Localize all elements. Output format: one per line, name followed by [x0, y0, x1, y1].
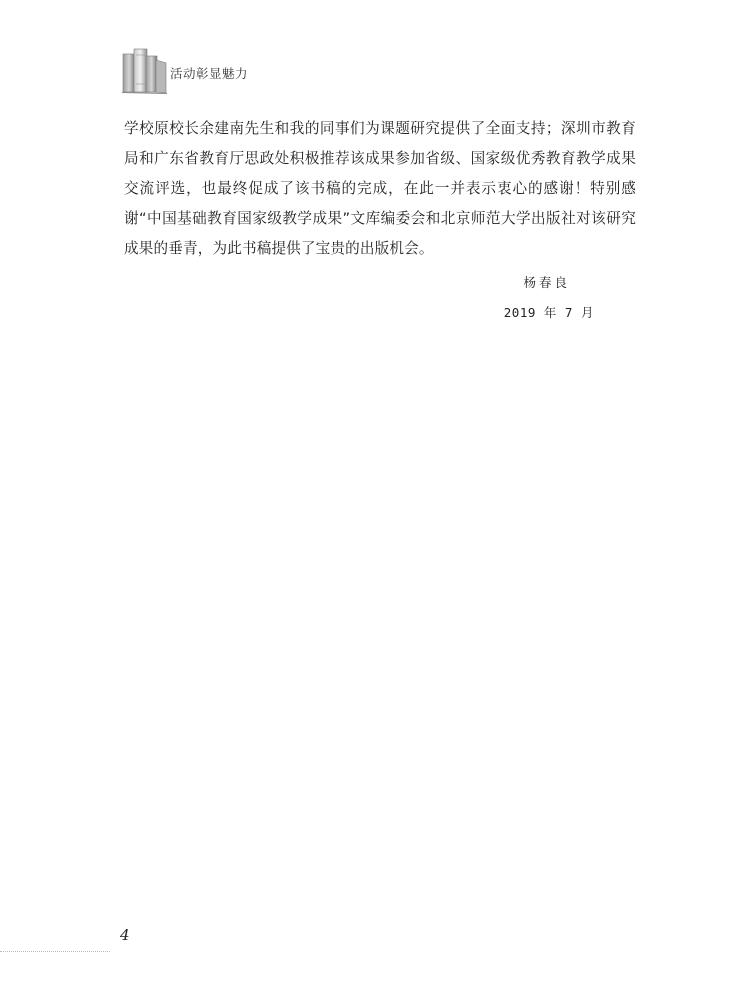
- header-title: 活动彰显魅力: [170, 66, 249, 81]
- signature-date: 2019 年 7 月: [503, 305, 594, 320]
- page-number: 4: [120, 926, 130, 944]
- stacked-books-icon: [122, 46, 168, 100]
- footer-divider: [0, 951, 110, 952]
- body-paragraph: 学校原校长余建南先生和我的同事们为课题研究提供了全面支持；深圳市教育局和广东省教育厅思政处积极推荐该成果参加省级、国家级优秀教育教学成果交流评选，也最终促成了该书稿的完成，在此一并表示衷心的感谢！特别感谢“中国基础教育国家级教学成果”文库编委会和北京师范大学出版社对该研究成果的垂青，为此书稿提供了宝贵的出版机会。: [124, 120, 636, 257]
- author-name: 杨春良: [523, 275, 570, 290]
- signature-block: [410, 270, 610, 326]
